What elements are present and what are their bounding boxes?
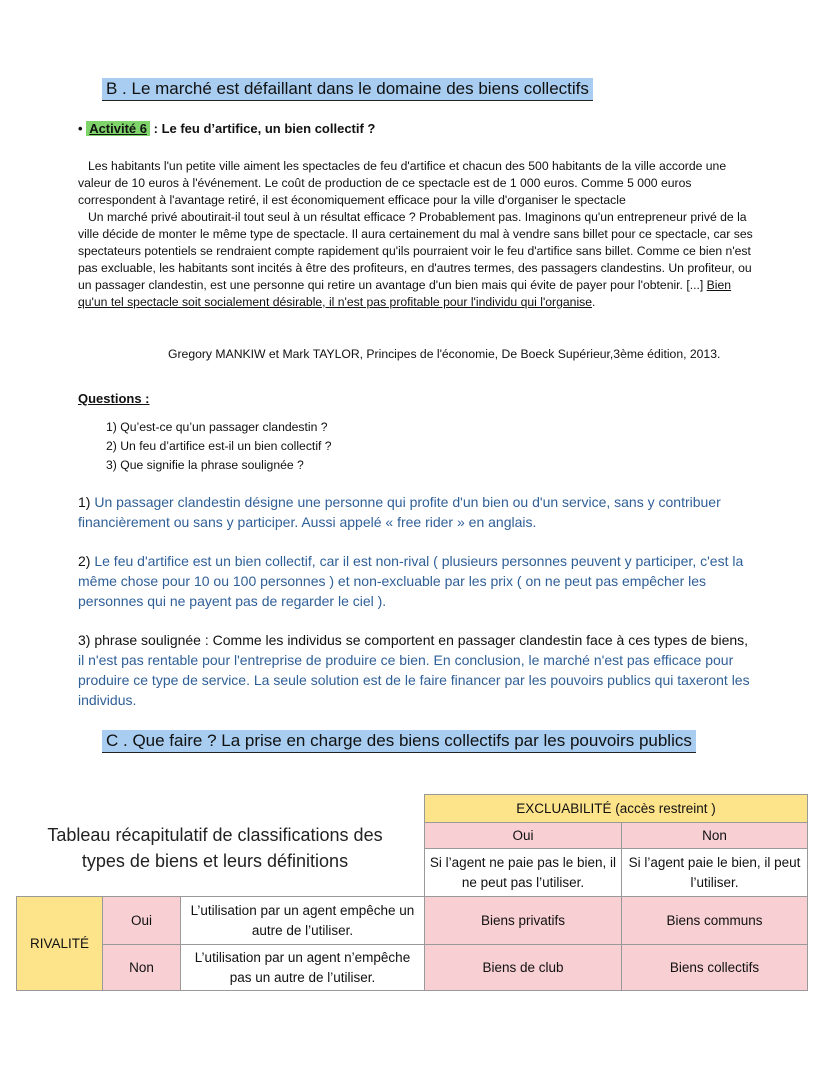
table-empty-corner bbox=[17, 823, 425, 849]
common-goods-cell: Biens communs bbox=[622, 897, 808, 945]
paragraph-1: Les habitants l'un petite ville aiment les spectacles de feu d'artifice et chacun des 500 habitants de la ville accorde une valeur de 10 euros à l'événement. Le coût de production de ce spectacle est de 1 000 euros. Comme 5 000 euros correspondent à l'avantage retiré, il est économiquement efficace pour la ville d'organiser le spectacle bbox=[78, 159, 727, 207]
excludability-no-definition: Si l’agent paie le bien, il peut l’utiliser. bbox=[622, 849, 808, 897]
excludability-no: Non bbox=[622, 823, 808, 849]
section-b-title: B . Le marché est défaillant dans le domaine des biens collectifs bbox=[102, 78, 593, 101]
answer-1-prefix: 1) bbox=[78, 494, 91, 510]
rivalry-yes: Oui bbox=[103, 897, 181, 945]
club-goods-cell: Biens de club bbox=[425, 945, 622, 991]
answer-2 bbox=[78, 551, 758, 611]
collective-goods-cell: Biens collectifs bbox=[622, 945, 808, 991]
goods-classification-table bbox=[16, 794, 808, 991]
private-goods-cell: Biens privatifs bbox=[425, 897, 622, 945]
questions-list bbox=[106, 418, 332, 475]
questions-title: Questions : bbox=[78, 391, 150, 406]
table-empty-corner bbox=[17, 849, 425, 897]
answer-2-text: Le feu d'artifice est un bien collectif, car il est non-rival ( plusieurs personnes peuvent y participer, c'est la même chose pour 10 ou 100 personnes ) et non-excluable par les prix ( on ne peut pas empêcher les personnes qui ne payent pas de regarder le ciel ). bbox=[78, 553, 744, 609]
paragraph-end: . bbox=[592, 295, 596, 309]
question-item: 2) Un feu d’artifice est-il un bien collectif ? bbox=[106, 439, 332, 453]
excludability-yes: Oui bbox=[425, 823, 622, 849]
excludability-header: EXCLUABILITÉ (accès restreint ) bbox=[425, 795, 808, 823]
answer-3 bbox=[78, 630, 758, 710]
rivalry-yes-definition: L’utilisation par un agent empêche un autre de l’utiliser. bbox=[181, 897, 425, 945]
activity-tag: Activité 6 bbox=[86, 121, 150, 136]
rivalry-header: RIVALITÉ bbox=[17, 897, 103, 991]
table-title: Tableau récapitulatif de classifications des types de biens et leurs définitions bbox=[47, 825, 383, 871]
excludability-yes-definition: Si l’agent ne paie pas le bien, il ne peut pas l’utiliser. bbox=[425, 849, 622, 897]
paragraph-2-text: Un marché privé aboutirait-il tout seul à un résultat efficace ? Probablement pas. Imaginons qu'un entrepreneur privé de la ville décide de monter le même type de spectacle. Il aura certainement du mal à vendre sans billet pour ce spectacle, car ses spectateurs potentiels se rendraient compte rapidement qu'ils pourraient voir le feu d'artifice sans billet. Comme ce bien n'est pas excluable, les habitants sont incités à être des profiteurs, en d'autres termes, des passagers clandestins. Un profiteur, ou un passager clandestin, est une personne qui retire un avantage d'un bien mais qui évite de payer pour l'obtenir. [...] bbox=[78, 210, 753, 292]
activity-title: : Le feu d’artifice, un bien collectif ? bbox=[153, 121, 376, 136]
answer-3-prefix: 3) phrase soulignée : Comme les individus se comportent en passager clandestin face à ces types de biens, bbox=[78, 632, 749, 648]
source-citation: Gregory MANKIW et Mark TAYLOR, Principes de l'économie, De Boeck Supérieur,3ème édition, 2013. bbox=[168, 347, 721, 361]
answer-2-prefix: 2) bbox=[78, 553, 91, 569]
document-text bbox=[78, 158, 758, 311]
answer-1-text: Un passager clandestin désigne une personne qui profite d'un bien ou d'un service, sans y contribuer financièrement ou sans y participer. Aussi appelé « free rider » en anglais. bbox=[78, 494, 721, 530]
table-empty-corner bbox=[17, 795, 425, 823]
rivalry-no-definition: L’utilisation par un agent n’empêche pas un autre de l’utiliser. bbox=[181, 945, 425, 991]
bullet: • bbox=[78, 121, 83, 136]
question-item: 3) Que signifie la phrase soulignée ? bbox=[106, 458, 304, 472]
question-item: 1) Qu’est-ce qu’un passager clandestin ? bbox=[106, 420, 328, 434]
rivalry-no: Non bbox=[103, 945, 181, 991]
underlined-sentence: Bien qu'un tel spectacle soit socialement désirable, il n'est pas profitable pour l'individu qui l'organise bbox=[78, 278, 732, 309]
activity-heading bbox=[78, 121, 375, 136]
paragraph-2 bbox=[78, 209, 758, 311]
answer-1 bbox=[78, 492, 758, 532]
answer-3-text: il n'est pas rentable pour l'entreprise de produire ce bien. En conclusion, le marché n'est pas efficace pour produire ce type de service. La seule solution est de le faire financer par les pouvoirs publics qui taxeront les individus. bbox=[78, 652, 750, 708]
section-c-title: C . Que faire ? La prise en charge des biens collectifs par les pouvoirs publics bbox=[102, 730, 696, 753]
